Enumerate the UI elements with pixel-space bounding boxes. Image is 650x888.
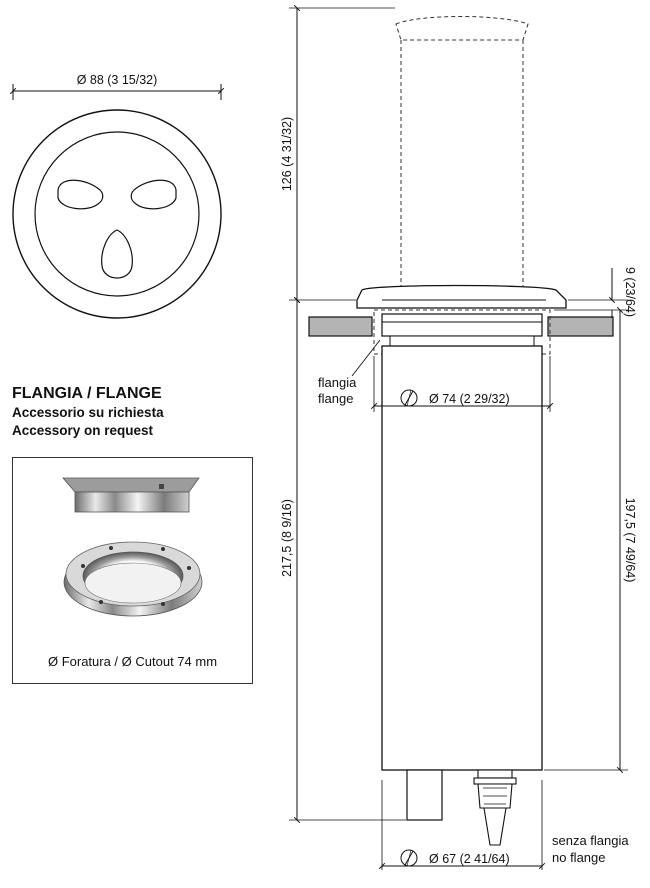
flange-label-it: flangia <box>318 375 357 390</box>
accessory-box <box>12 457 253 684</box>
top-diameter-label: Ø 88 (3 15/32) <box>76 73 158 87</box>
raised-cap-outline <box>396 17 528 41</box>
collar <box>382 314 542 336</box>
accessory-caption: Ø Foratura / Ø Cutout 74 mm <box>47 654 218 669</box>
flange-ring-photo <box>64 542 202 616</box>
cable-gland <box>474 770 516 808</box>
accessory-title: FLANGIA / FLANGE <box>12 385 162 402</box>
raised-height-label: 126 (4 31/32) <box>280 116 294 192</box>
screw-symbol-icon <box>401 390 417 406</box>
main-body <box>382 346 542 770</box>
socket-hole-right <box>131 180 176 209</box>
socket-hole-left <box>58 180 103 209</box>
lid-face <box>35 132 199 296</box>
socket-hole-bottom <box>102 230 133 278</box>
accessory-subtitle-it: Accessorio su richiesta <box>12 405 164 420</box>
top-view <box>13 73 221 318</box>
no-flange-label-it: senza flangia <box>552 833 629 848</box>
flange-side-photo <box>63 478 199 512</box>
cutout-label: Ø 74 (2 29/32) <box>429 392 510 406</box>
flange-photos <box>13 458 252 648</box>
connector-block <box>407 770 442 820</box>
cable <box>484 808 506 845</box>
lid <box>357 286 566 309</box>
body-height-label: 197,5 (7 49/64) <box>623 497 637 583</box>
side-view <box>280 8 637 870</box>
worktop-right <box>548 317 613 336</box>
worktop-left <box>309 317 372 336</box>
accessory-heading <box>12 384 164 440</box>
body-diameter-label: Ø 67 (2 41/64) <box>429 852 510 866</box>
flange-thickness-label: 9 (23/64) <box>623 266 637 318</box>
no-flange-label-en: no flange <box>552 850 606 865</box>
flange-label-en: flange <box>318 391 354 406</box>
screw-symbol-icon <box>401 850 417 866</box>
outer-rim <box>13 110 221 318</box>
accessory-subtitle-en: Accessory on request <box>12 423 154 438</box>
total-height-label: 217,5 (8 9/16) <box>280 499 294 577</box>
